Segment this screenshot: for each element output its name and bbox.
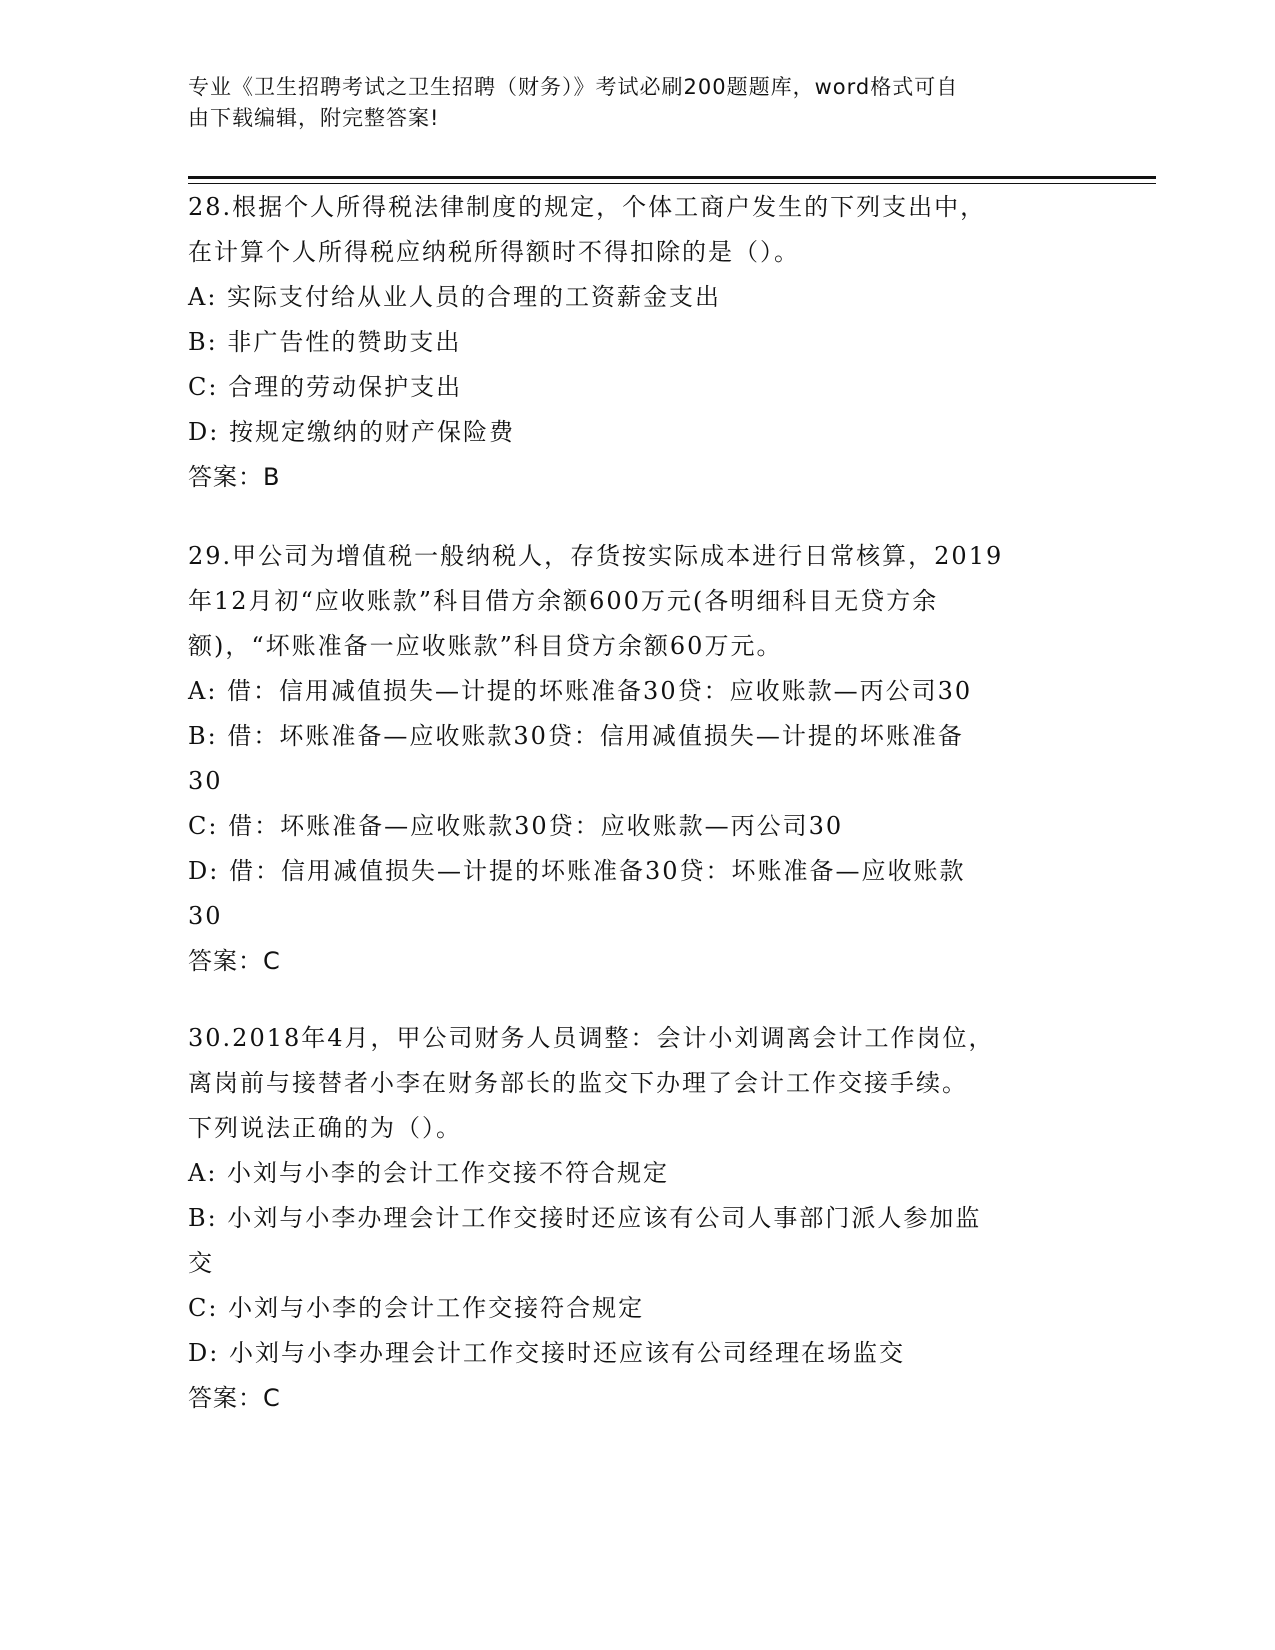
question-text-line: 年12月初“应收账款”科目借方余额600万元(各明细科目无贷方余 — [188, 587, 939, 615]
option-b-continued: 交 — [188, 1249, 214, 1277]
question-text-line: 在计算个人所得税应纳税所得额时不得扣除的是（）。 — [188, 238, 800, 266]
option-a: A: 实际支付给从业人员的合理的工资薪金支出 — [188, 283, 722, 311]
question-29 — [188, 534, 1068, 984]
option-b: B: 借：坏账准备—应收账款30贷：信用减值损失—计提的坏账准备 — [188, 722, 964, 750]
option-c: C: 借：坏账准备—应收账款30贷：应收账款—丙公司30 — [188, 812, 844, 840]
header-divider-thick — [188, 176, 1156, 179]
option-a: A: 小刘与小李的会计工作交接不符合规定 — [188, 1159, 670, 1187]
question-text-line: 下列说法正确的为（）。 — [188, 1114, 462, 1142]
option-d: D: 按规定缴纳的财产保险费 — [188, 418, 515, 446]
question-text-line: 29.甲公司为增值税一般纳税人，存货按实际成本进行日常核算，2019 — [188, 542, 1004, 570]
answer-line: 答案：C — [188, 1384, 281, 1412]
option-a: A: 借：信用减值损失—计提的坏账准备30贷：应收账款—丙公司30 — [188, 677, 973, 705]
option-b: B: 小刘与小李办理会计工作交接时还应该有公司人事部门派人参加监 — [188, 1204, 982, 1232]
option-c: C: 小刘与小李的会计工作交接符合规定 — [188, 1294, 645, 1322]
header-title-line-1: 专业《卫生招聘考试之卫生招聘（财务）》考试必刷200题题库，word格式可自 — [188, 75, 959, 99]
question-text-line: 额)，“坏账准备一应收账款”科目贷方余额60万元。 — [188, 632, 783, 660]
header-title-line-2: 由下载编辑，附完整答案! — [188, 106, 440, 130]
answer-line: 答案：B — [188, 463, 281, 491]
option-c: C: 合理的劳动保护支出 — [188, 373, 463, 401]
option-d: D: 小刘与小李办理会计工作交接时还应该有公司经理在场监交 — [188, 1339, 905, 1367]
question-30 — [188, 1016, 1068, 1421]
option-d-continued: 30 — [188, 902, 223, 930]
answer-line: 答案：C — [188, 947, 281, 975]
option-b-continued: 30 — [188, 767, 223, 795]
question-text-line: 离岗前与接替者小李在财务部长的监交下办理了会计工作交接手续。 — [188, 1069, 968, 1097]
document-header — [188, 72, 1088, 134]
option-d: D: 借：信用减值损失—计提的坏账准备30贷：坏账准备—应收账款 — [188, 857, 966, 885]
header-divider-thin — [188, 183, 1156, 184]
question-28 — [188, 185, 1068, 500]
question-text-line: 30.2018年4月，甲公司财务人员调整：会计小刘调离会计工作岗位， — [188, 1024, 995, 1052]
question-text-line: 28.根据个人所得税法律制度的规定，个体工商户发生的下列支出中， — [188, 193, 987, 221]
option-b: B: 非广告性的赞助支出 — [188, 328, 462, 356]
